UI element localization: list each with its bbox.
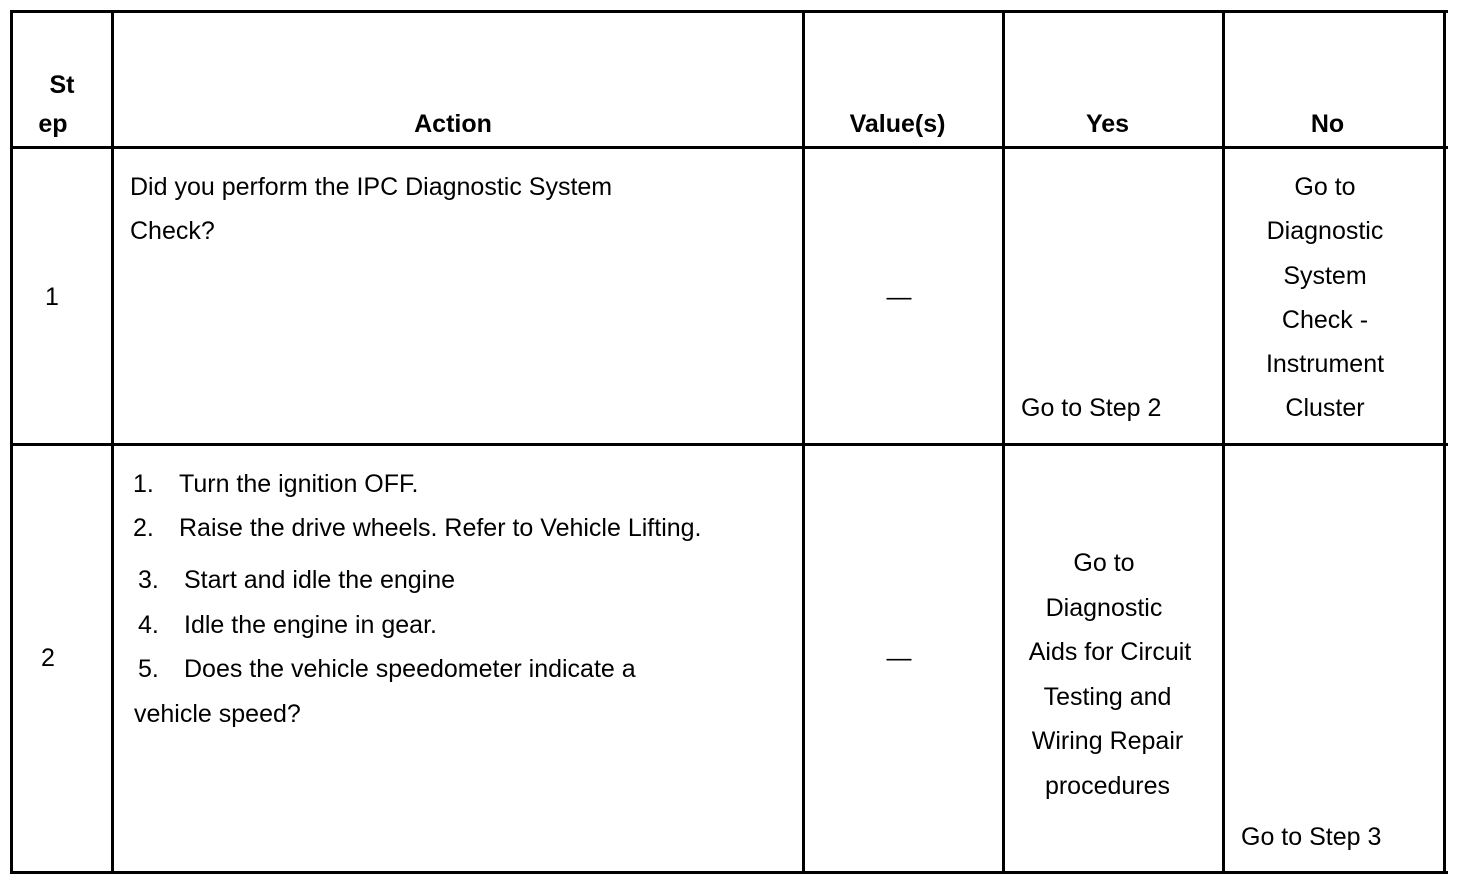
item-text: Turn the ignition OFF.	[179, 470, 419, 498]
table-border-bottom	[10, 871, 1448, 874]
action-text: Check?	[130, 217, 215, 245]
no-action-line: Go to	[1294, 173, 1356, 201]
no-action-line: System	[1283, 262, 1367, 290]
table-border-top	[10, 10, 1448, 13]
item-number: 2.	[133, 514, 154, 542]
header-values: Value(s)	[849, 110, 946, 138]
item-number: 1.	[133, 470, 154, 498]
col-divider-step	[111, 10, 114, 874]
yes-action-line: Testing and	[1043, 683, 1172, 711]
no-action-line: Instrument	[1265, 350, 1385, 378]
item-number: 3.	[138, 566, 159, 594]
action-text: Did you perform the IPC Diagnostic System	[130, 173, 613, 201]
yes-action-line: Go to	[1073, 549, 1135, 577]
header-step-line1: St	[49, 71, 75, 99]
no-action: Go to Step 3	[1241, 823, 1382, 851]
yes-action-line: Aids for Circuit	[1028, 638, 1192, 666]
header-divider	[10, 146, 1448, 149]
yes-action: Go to Step 2	[1021, 394, 1162, 422]
item-text: Idle the engine in gear.	[184, 611, 437, 639]
row-divider	[10, 443, 1448, 446]
yes-action-line: Wiring Repair	[1031, 727, 1184, 755]
action-list-item	[138, 610, 437, 640]
no-action-line: Check -	[1281, 306, 1369, 334]
header-step-line2: ep	[38, 110, 68, 138]
action-list-item	[133, 469, 418, 499]
item-number: 5.	[138, 655, 159, 683]
table-border-right	[1443, 10, 1446, 874]
item-number: 4.	[138, 611, 159, 639]
no-action-line: Cluster	[1285, 394, 1365, 422]
value-dash: —	[886, 283, 912, 311]
item-text: Raise the drive wheels. Refer to Vehicle Lifting.	[179, 514, 702, 542]
action-list-item	[133, 513, 702, 543]
col-divider-yes	[1222, 10, 1225, 874]
value-dash: —	[886, 644, 912, 672]
no-action-line: Diagnostic	[1266, 217, 1384, 245]
header-no: No	[1310, 110, 1345, 138]
step-number: 1	[45, 283, 59, 311]
action-list-item	[138, 654, 636, 684]
yes-action-line: procedures	[1044, 772, 1171, 800]
action-text: vehicle speed?	[134, 700, 301, 728]
action-list-item	[138, 565, 455, 595]
table-border-left	[10, 10, 13, 874]
yes-action-line: Diagnostic	[1045, 594, 1163, 622]
item-text: Start and idle the engine	[184, 566, 456, 594]
item-text: Does the vehicle speedometer indicate a	[184, 655, 636, 683]
col-divider-action	[802, 10, 805, 874]
step-number: 2	[41, 644, 55, 672]
header-yes: Yes	[1085, 110, 1130, 138]
header-action: Action	[414, 110, 492, 138]
